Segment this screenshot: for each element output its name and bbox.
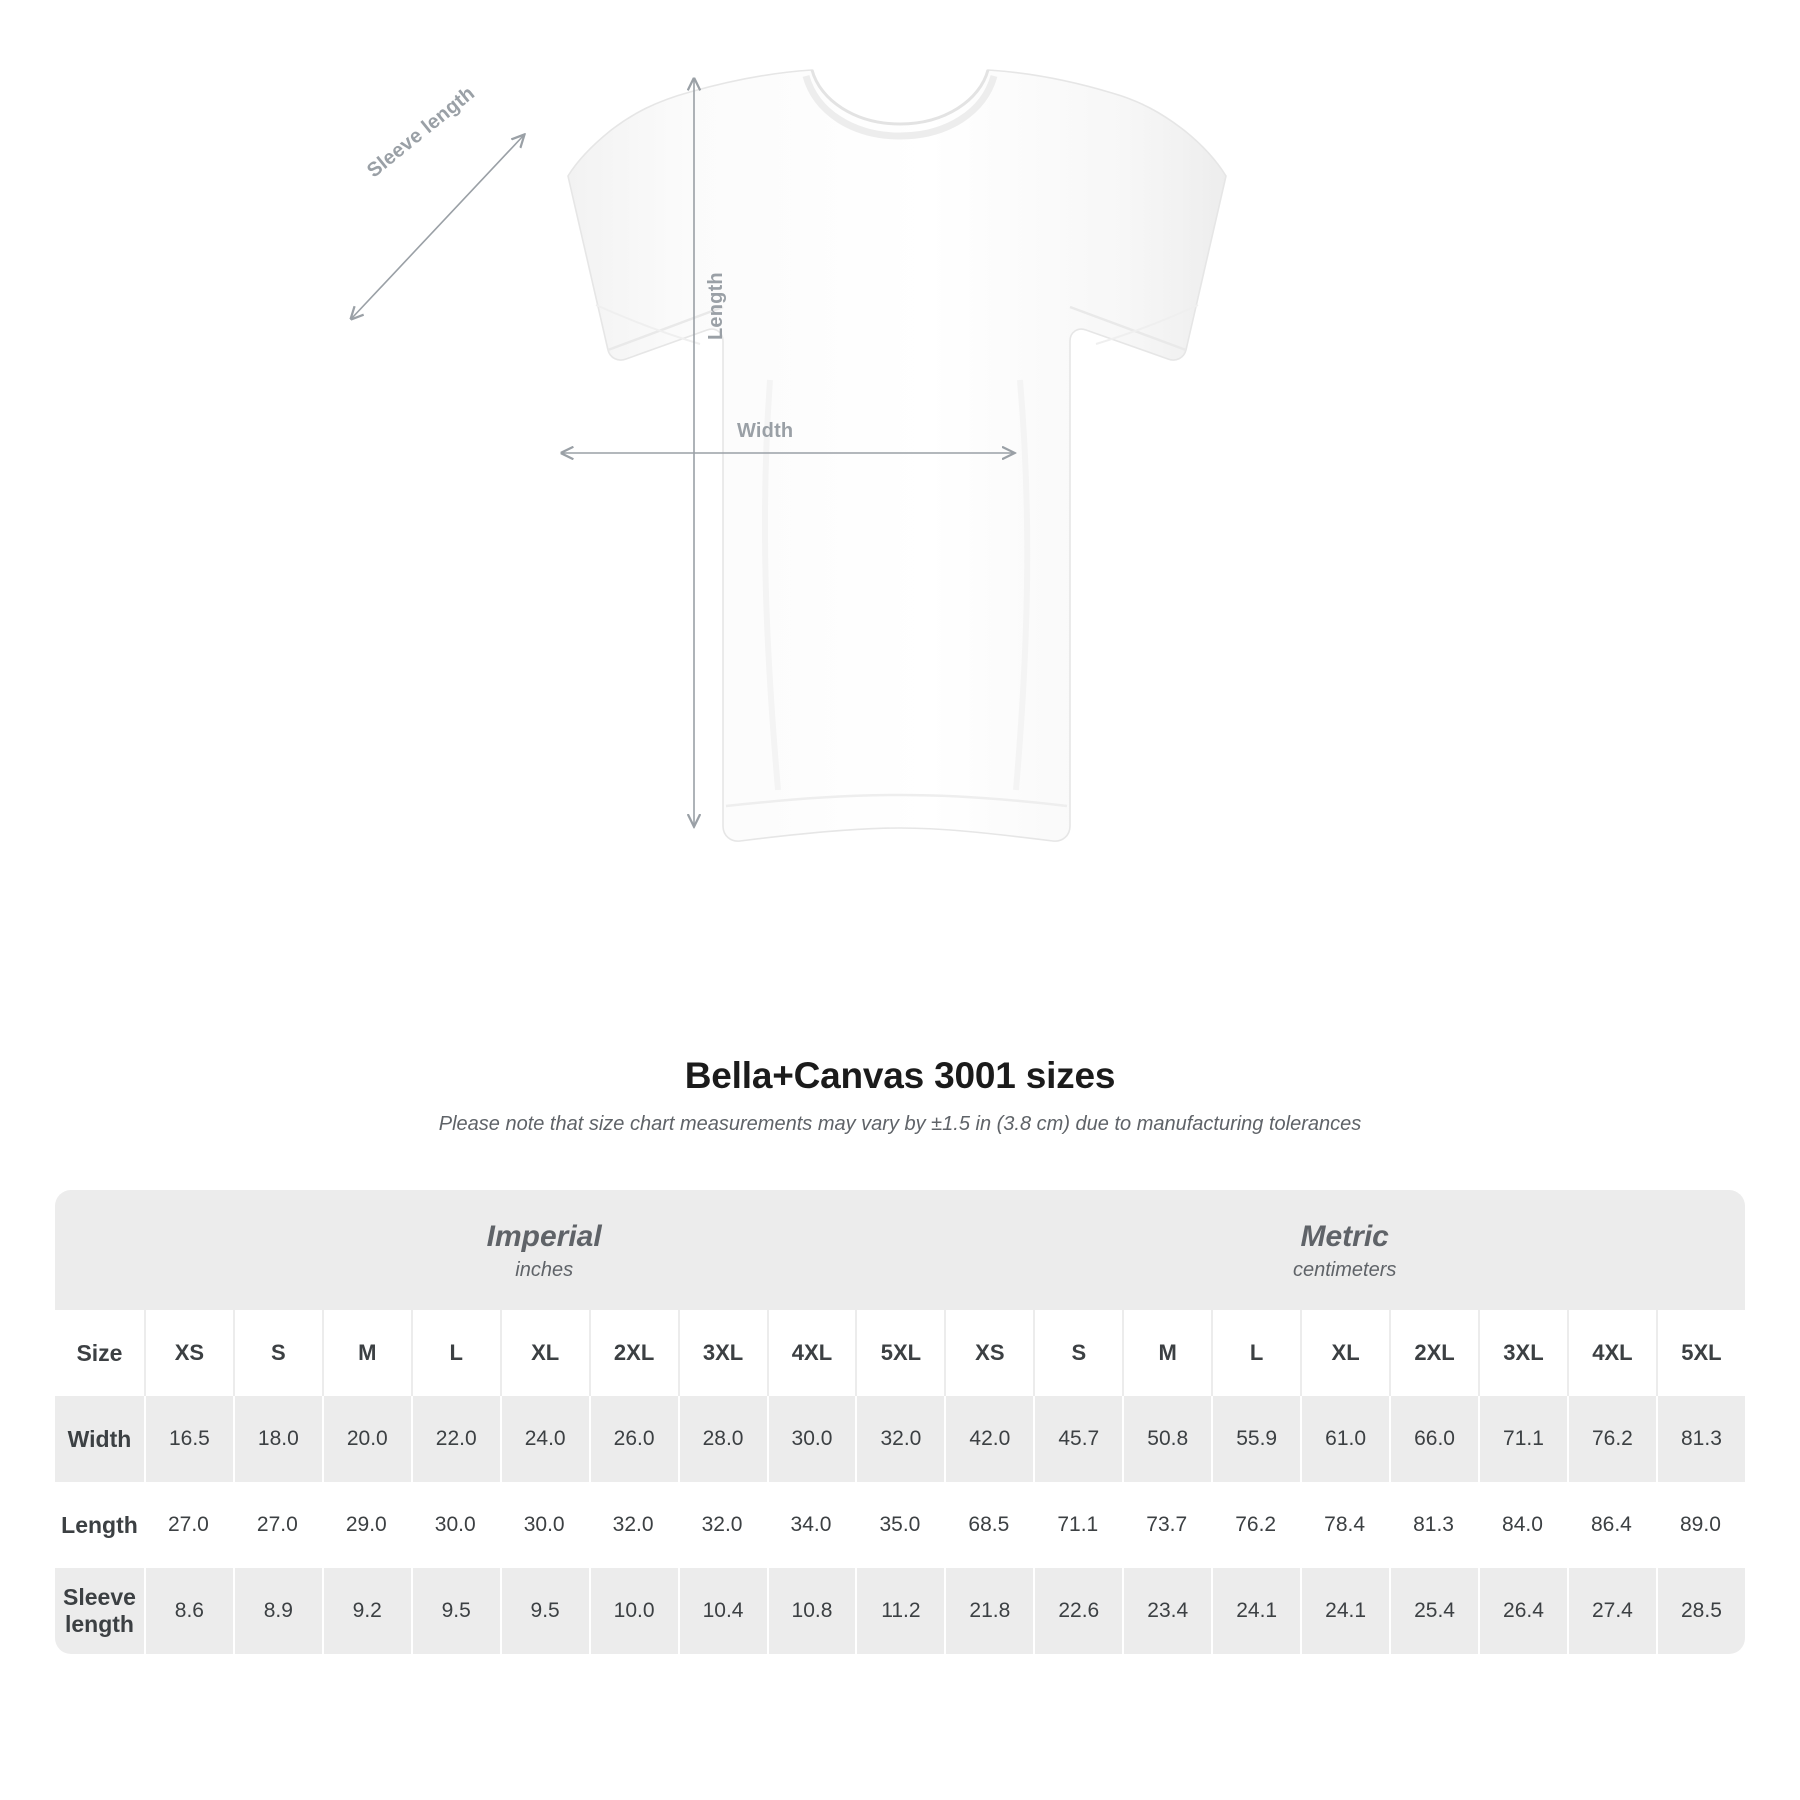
- width-imperial-xl: 24.0: [500, 1396, 589, 1482]
- length-label: Length: [705, 272, 727, 340]
- sleeve-imperial-5xl: 11.2: [855, 1568, 944, 1654]
- tshirt-shape: [568, 70, 1226, 841]
- unit-group-metric-name: Metric: [1300, 1219, 1389, 1253]
- size-header-metric-xs: XS: [944, 1310, 1033, 1396]
- sleeve-imperial-xs: 8.6: [144, 1568, 233, 1654]
- table-row-width: [55, 1396, 1745, 1482]
- width-metric-s: 45.7: [1033, 1396, 1122, 1482]
- width-metric-l: 55.9: [1211, 1396, 1300, 1482]
- length-metric-xl: 78.4: [1300, 1482, 1389, 1568]
- sleeve-metric-s: 22.6: [1033, 1568, 1122, 1654]
- width-imperial-4xl: 30.0: [767, 1396, 856, 1482]
- length-metric-m: 73.7: [1122, 1482, 1211, 1568]
- title-block: [0, 1055, 1800, 1136]
- size-table-wrapper: [55, 1190, 1745, 1654]
- size-header-metric-2xl: 2XL: [1389, 1310, 1478, 1396]
- unit-group-metric: [944, 1190, 1745, 1310]
- width-imperial-s: 18.0: [233, 1396, 322, 1482]
- sleeve-imperial-m: 9.2: [322, 1568, 411, 1654]
- width-imperial-2xl: 26.0: [589, 1396, 678, 1482]
- size-header-metric-s: S: [1033, 1310, 1122, 1396]
- size-header-row: [55, 1310, 1745, 1396]
- length-metric-3xl: 84.0: [1478, 1482, 1567, 1568]
- length-imperial-2xl: 32.0: [589, 1482, 678, 1568]
- length-metric-5xl: 89.0: [1656, 1482, 1745, 1568]
- size-header-metric-5xl: 5XL: [1656, 1310, 1745, 1396]
- sleeve-metric-3xl: 26.4: [1478, 1568, 1567, 1654]
- size-header-label: Size: [55, 1310, 144, 1396]
- length-imperial-xl: 30.0: [500, 1482, 589, 1568]
- size-header-metric-4xl: 4XL: [1567, 1310, 1656, 1396]
- length-imperial-3xl: 32.0: [678, 1482, 767, 1568]
- width-metric-2xl: 66.0: [1389, 1396, 1478, 1482]
- width-imperial-l: 22.0: [411, 1396, 500, 1482]
- size-header-imperial-4xl: 4XL: [767, 1310, 856, 1396]
- unit-group-imperial-name: Imperial: [486, 1219, 602, 1253]
- table-row-length: [55, 1482, 1745, 1568]
- sleeve-imperial-2xl: 10.0: [589, 1568, 678, 1654]
- length-metric-2xl: 81.3: [1389, 1482, 1478, 1568]
- size-header-imperial-l: L: [411, 1310, 500, 1396]
- width-metric-xl: 61.0: [1300, 1396, 1389, 1482]
- sleeve-metric-xs: 21.8: [944, 1568, 1033, 1654]
- unit-header-row: [55, 1190, 1745, 1310]
- tolerance-note: Please note that size chart measurements may vary by ±1.5 in (3.8 cm) due to manufacturing tolerances: [438, 1113, 1362, 1135]
- size-header-imperial-xl: XL: [500, 1310, 589, 1396]
- length-imperial-4xl: 34.0: [767, 1482, 856, 1568]
- width-imperial-3xl: 28.0: [678, 1396, 767, 1482]
- page-title: Bella+Canvas 3001 sizes: [684, 1055, 1116, 1096]
- sleeve-imperial-xl: 9.5: [500, 1568, 589, 1654]
- size-header-metric-xl: XL: [1300, 1310, 1389, 1396]
- width-imperial-xs: 16.5: [144, 1396, 233, 1482]
- length-imperial-m: 29.0: [322, 1482, 411, 1568]
- width-metric-5xl: 81.3: [1656, 1396, 1745, 1482]
- size-header-imperial-3xl: 3XL: [678, 1310, 767, 1396]
- unit-group-imperial-sub: inches: [515, 1259, 574, 1282]
- row-label-width: Width: [55, 1396, 144, 1482]
- size-header-imperial-m: M: [322, 1310, 411, 1396]
- sleeve-metric-2xl: 25.4: [1389, 1568, 1478, 1654]
- length-metric-l: 76.2: [1211, 1482, 1300, 1568]
- size-header-metric-l: L: [1211, 1310, 1300, 1396]
- length-metric-s: 71.1: [1033, 1482, 1122, 1568]
- sleeve-imperial-4xl: 10.8: [767, 1568, 856, 1654]
- width-metric-3xl: 71.1: [1478, 1396, 1567, 1482]
- sleeve-metric-l: 24.1: [1211, 1568, 1300, 1654]
- row-label-length: Length: [55, 1482, 144, 1568]
- width-metric-m: 50.8: [1122, 1396, 1211, 1482]
- size-table: [55, 1190, 1745, 1654]
- size-header-imperial-xs: XS: [144, 1310, 233, 1396]
- unit-spacer-cell: [55, 1190, 144, 1310]
- size-header-metric-m: M: [1122, 1310, 1211, 1396]
- size-header-imperial-2xl: 2XL: [589, 1310, 678, 1396]
- size-header-metric-3xl: 3XL: [1478, 1310, 1567, 1396]
- width-label: Width: [737, 420, 794, 442]
- width-imperial-m: 20.0: [322, 1396, 411, 1482]
- length-imperial-xs: 27.0: [144, 1482, 233, 1568]
- unit-group-metric-sub: centimeters: [1293, 1259, 1397, 1282]
- length-metric-4xl: 86.4: [1567, 1482, 1656, 1568]
- length-imperial-5xl: 35.0: [855, 1482, 944, 1568]
- table-row-sleeve-length: [55, 1568, 1745, 1654]
- sleeve-metric-m: 23.4: [1122, 1568, 1211, 1654]
- width-imperial-5xl: 32.0: [855, 1396, 944, 1482]
- width-metric-xs: 42.0: [944, 1396, 1033, 1482]
- sleeve-length-label: Sleeve length: [363, 82, 480, 183]
- sleeve-metric-xl: 24.1: [1300, 1568, 1389, 1654]
- length-metric-xs: 68.5: [944, 1482, 1033, 1568]
- size-header-imperial-5xl: 5XL: [855, 1310, 944, 1396]
- length-imperial-s: 27.0: [233, 1482, 322, 1568]
- sleeve-imperial-3xl: 10.4: [678, 1568, 767, 1654]
- sleeve-imperial-l: 9.5: [411, 1568, 500, 1654]
- unit-group-imperial: [144, 1190, 944, 1310]
- size-header-imperial-s: S: [233, 1310, 322, 1396]
- width-metric-4xl: 76.2: [1567, 1396, 1656, 1482]
- sleeve-metric-5xl: 28.5: [1656, 1568, 1745, 1654]
- sleeve-imperial-s: 8.9: [233, 1568, 322, 1654]
- length-imperial-l: 30.0: [411, 1482, 500, 1568]
- sleeve-metric-4xl: 27.4: [1567, 1568, 1656, 1654]
- row-label-sleeve-length: Sleeve length: [55, 1568, 144, 1654]
